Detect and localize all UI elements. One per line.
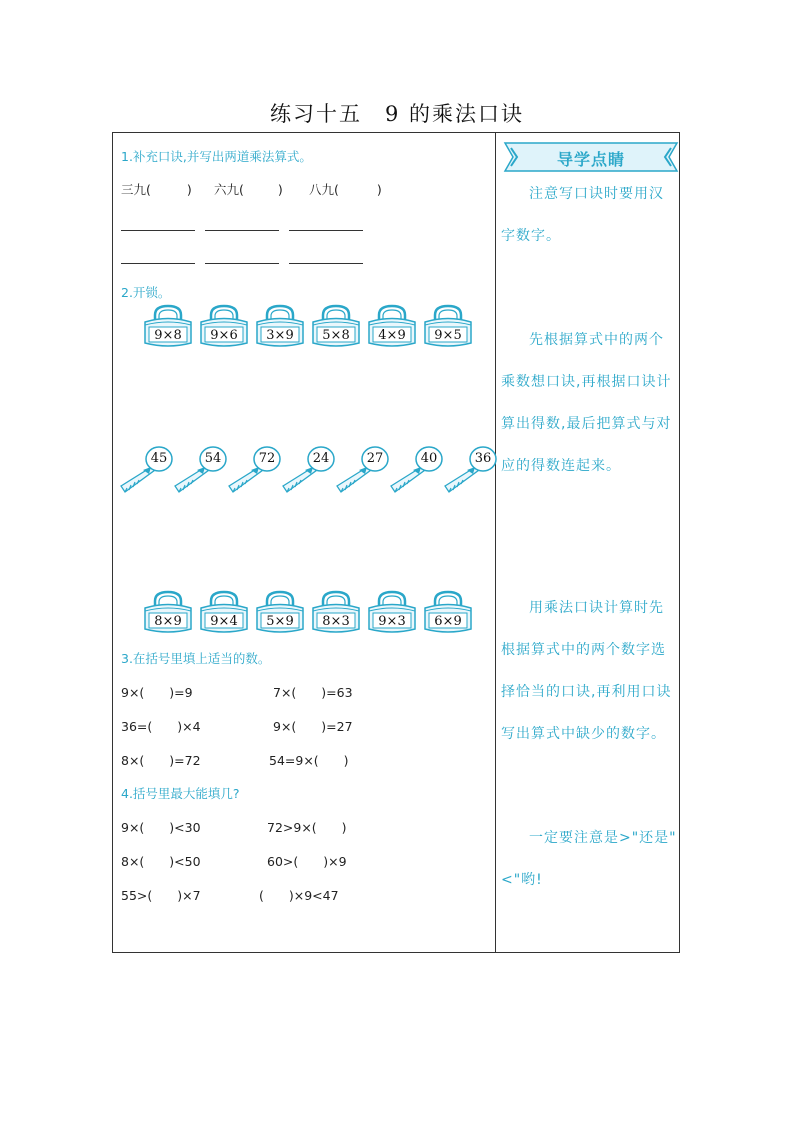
fill-item: ( )×9<47 xyxy=(259,888,339,903)
lock-icon[interactable] xyxy=(311,589,361,633)
lock-icon[interactable] xyxy=(255,303,305,347)
fill-item: 54=9×( ) xyxy=(269,753,349,768)
tips-banner-label: 导学点睛 xyxy=(556,150,625,169)
answer-line[interactable] xyxy=(205,230,279,231)
tip-text: 先根据算式中的两个乘数想口诀,再根据口诀计算出得数,最后把算式与对应的得数连起来。 xyxy=(501,332,672,474)
lock-icon[interactable] xyxy=(423,589,473,633)
lock-icon[interactable] xyxy=(199,589,249,633)
worksheet-table xyxy=(112,132,680,953)
tip-text: 用乘法口诀计算时先根据算式中的两个数字选择恰当的口诀,再利用口诀写出算式中缺少的数字。 xyxy=(501,600,672,742)
lock-expression: 5×9 xyxy=(266,614,294,629)
section1-item-2: 六九( ) xyxy=(214,182,283,197)
lock-expression: 8×9 xyxy=(154,614,182,629)
fill-item: 36=( )×4 xyxy=(121,719,201,734)
lock-icon[interactable] xyxy=(255,589,305,633)
key-number: 27 xyxy=(366,451,384,466)
key-icon[interactable] xyxy=(389,446,443,498)
section4-heading: 4.括号里最大能填几? xyxy=(121,786,240,801)
fill-item: 72>9×( ) xyxy=(267,820,347,835)
section1-heading: 1.补充口诀,并写出两道乘法算式。 xyxy=(121,149,312,164)
tip-text: 注意写口诀时要用汉字数字。 xyxy=(501,186,664,244)
lock-icon[interactable] xyxy=(311,303,361,347)
lock-expression: 3×9 xyxy=(266,328,294,343)
tips-banner xyxy=(503,141,679,173)
page-title: 练习十五 9 的乘法口诀 xyxy=(269,102,525,126)
key-icon[interactable] xyxy=(227,446,281,498)
key-number: 36 xyxy=(474,451,492,466)
lock-expression: 9×3 xyxy=(378,614,406,629)
key-number: 24 xyxy=(312,451,330,466)
lock-icon[interactable] xyxy=(143,589,193,633)
fill-item: 55>( )×7 xyxy=(121,888,201,903)
fill-item: 60>( )×9 xyxy=(267,854,347,869)
answer-line[interactable] xyxy=(289,230,363,231)
lock-expression: 5×8 xyxy=(322,328,350,343)
answer-line[interactable] xyxy=(121,230,195,231)
lock-icon[interactable] xyxy=(199,303,249,347)
lock-expression: 6×9 xyxy=(434,614,462,629)
fill-item: 8×( )=72 xyxy=(121,753,201,768)
key-number: 45 xyxy=(150,451,168,466)
lock-expression: 9×6 xyxy=(210,328,238,343)
key-number: 40 xyxy=(420,451,438,466)
fill-item: 8×( )<50 xyxy=(121,854,201,869)
column-divider xyxy=(495,133,496,952)
lock-expression: 4×9 xyxy=(378,328,406,343)
tip-text: 一定要注意是>"还是"<"哟! xyxy=(501,830,677,888)
lock-expression: 8×3 xyxy=(322,614,350,629)
lock-icon[interactable] xyxy=(143,303,193,347)
lock-expression: 9×4 xyxy=(210,614,238,629)
key-icon[interactable] xyxy=(119,446,173,498)
key-icon[interactable] xyxy=(443,446,497,498)
fill-item: 9×( )=27 xyxy=(273,719,353,734)
key-icon[interactable] xyxy=(335,446,389,498)
key-number: 54 xyxy=(204,451,222,466)
section1-item-1: 三九( ) xyxy=(121,182,192,197)
lock-expression: 9×8 xyxy=(154,328,182,343)
section3-heading: 3.在括号里填上适当的数。 xyxy=(121,651,271,666)
key-number: 72 xyxy=(258,451,276,466)
section1-item-3: 八九( ) xyxy=(309,182,382,197)
answer-line[interactable] xyxy=(205,263,279,264)
lock-expression: 9×5 xyxy=(434,328,462,343)
lock-icon[interactable] xyxy=(423,303,473,347)
fill-item: 7×( )=63 xyxy=(273,685,353,700)
key-icon[interactable] xyxy=(281,446,335,498)
key-icon[interactable] xyxy=(173,446,227,498)
fill-item: 9×( )<30 xyxy=(121,820,201,835)
fill-item: 9×( )=9 xyxy=(121,685,193,700)
lock-icon[interactable] xyxy=(367,303,417,347)
answer-line[interactable] xyxy=(121,263,195,264)
lock-icon[interactable] xyxy=(367,589,417,633)
section2-heading: 2.开锁。 xyxy=(121,285,171,300)
answer-line[interactable] xyxy=(289,263,363,264)
